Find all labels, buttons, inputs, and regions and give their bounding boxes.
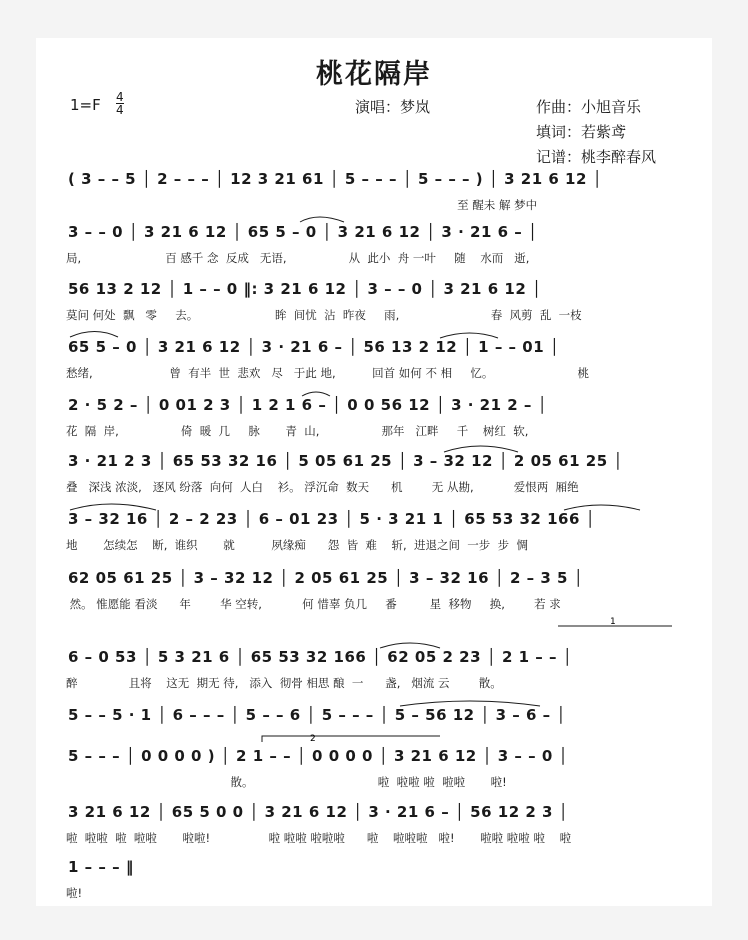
time-signature (116, 91, 124, 116)
notation-line: 6 – 0 53 │ 5 3 21 6 │ 65 53 32 166 │ 62 05 2 23 │ 2 1 – – │ (68, 648, 573, 666)
lyric-line: 醉 且将 这无 期无 待, 添入 彻骨 相思 酿 一 盏, 烟流 云 散。 (66, 676, 502, 690)
lyric-line: 地 怎续怎 断, 谁织 就 夙缘痴 怨 皆 难 斩, 进退之间 一步 步 惆 (66, 538, 528, 552)
score-row-13 (0, 858, 748, 918)
score-row-2 (0, 223, 748, 283)
key-signature: 1=F (70, 96, 101, 114)
lyric-line: 至 醒未 解 梦中 (66, 198, 538, 212)
song-title: 桃花隔岸 (316, 59, 432, 90)
lyric-line: 花 隔 岸, 倚 暖 几 脉 青 山, 那年 江畔 千 树红 软, (66, 424, 529, 438)
notation-line: ( 3 – – 5 │ 2 – – – │ 12 3 21 61 │ 5 – – – │ 5 – – – ) │ 3 21 6 12 │ (68, 170, 603, 188)
lyric-line: 莫问 何处 飘 零 去。 眸 间忧 沾 昨夜 雨, 春 风剪 乱 一枝 (66, 308, 582, 322)
lyric-line: 散。 啦 啦啦 啦 啦啦 啦! (66, 775, 507, 789)
lyric-line: 愁绪, 曾 有半 世 悲欢 尽 于此 地, 回首 如何 不 相 忆。 桃 (66, 366, 589, 380)
score-row-11 (0, 747, 748, 807)
notation-line: 3 · 21 2 3 │ 65 53 32 16 │ 5 05 61 25 │ 3 – 32 12 │ 2 05 61 25 │ (68, 452, 623, 470)
lyric-line: 局, 百 感千 念 反成 无语, 从 此小 舟 一叶 随 水而 逝, (66, 251, 530, 265)
transcriber-credit: 记谱：桃李醉春风 (536, 148, 657, 166)
volta-number-1: 1 (610, 617, 616, 627)
lyricist-credit: 填词：若紫鸢 (536, 123, 627, 141)
score-row-8 (0, 569, 748, 629)
notation-line: 5 – – 5 · 1 │ 6 – – – │ 5 – – 6 │ 5 – – – │ 5 – 56 12 │ 3 – 6 – │ (68, 706, 566, 724)
score-row-5 (0, 396, 748, 456)
lyric-line: 啦 啦啦 啦 啦啦 啦啦! 啦 啦啦 啦啦啦 啦 啦啦啦 啦! 啦啦 啦啦 啦 啦 (66, 831, 572, 845)
score-row-3 (0, 280, 748, 340)
singer-credit: 演唱：梦岚 (355, 98, 431, 116)
lyric-line: 然。 惟愿能 看淡 年 华 空转, 何 惜辜 负几 番 星 移物 换, 若 求 (66, 597, 561, 611)
score-row-7 (0, 510, 748, 570)
score-row-1 (0, 170, 748, 230)
notation-line: 56 13 2 12 │ 1 – – 0 ‖: 3 21 6 12 │ 3 – – 0 │ 3 21 6 12 │ (68, 280, 542, 298)
notation-line: 3 21 6 12 │ 65 5 0 0 │ 3 21 6 12 │ 3 · 21 6 – │ 56 12 2 3 │ (68, 803, 569, 821)
score-row-6 (0, 452, 748, 512)
notation-line: 1 – – – ‖ (68, 858, 134, 876)
score-row-4 (0, 338, 748, 398)
time-numerator: 4 (116, 90, 124, 104)
notation-line: 2 · 5 2 – │ 0 01 2 3 │ 1 2 1 6 – │ 0 0 56 12 │ 3 · 21 2 – │ (68, 396, 548, 414)
notation-line: 65 5 – 0 │ 3 21 6 12 │ 3 · 21 6 – │ 56 13 2 12 │ 1 – – 01 │ (68, 338, 560, 356)
lyric-line: 叠 深浅 浓淡, 逐风 纷落 向何 人白 衫。 浮沉命 数天 机 无 从勘, 爱恨两 厢绝 (66, 480, 579, 494)
score-row-9 (0, 648, 748, 708)
notation-line: 3 – 32 16 │ 2 – 2 23 │ 6 – 01 23 │ 5 · 3 21 1 │ 65 53 32 166 │ (68, 510, 596, 528)
volta-number-2: 2 (310, 734, 316, 744)
lyric-line: 啦! (66, 886, 83, 900)
time-denominator: 4 (116, 103, 124, 117)
notation-line: 3 – – 0 │ 3 21 6 12 │ 65 5 – 0 │ 3 21 6 12 │ 3 · 21 6 – │ (68, 223, 538, 241)
notation-line: 5 – – – │ 0 0 0 0 ) │ 2 1 – – │ 0 0 0 0 │ 3 21 6 12 │ 3 – – 0 │ (68, 747, 569, 765)
notation-line: 62 05 61 25 │ 3 – 32 12 │ 2 05 61 25 │ 3 – 32 16 │ 2 – 3 5 │ (68, 569, 584, 587)
score-row-12 (0, 803, 748, 863)
composer-credit: 作曲：小旭音乐 (536, 98, 642, 116)
